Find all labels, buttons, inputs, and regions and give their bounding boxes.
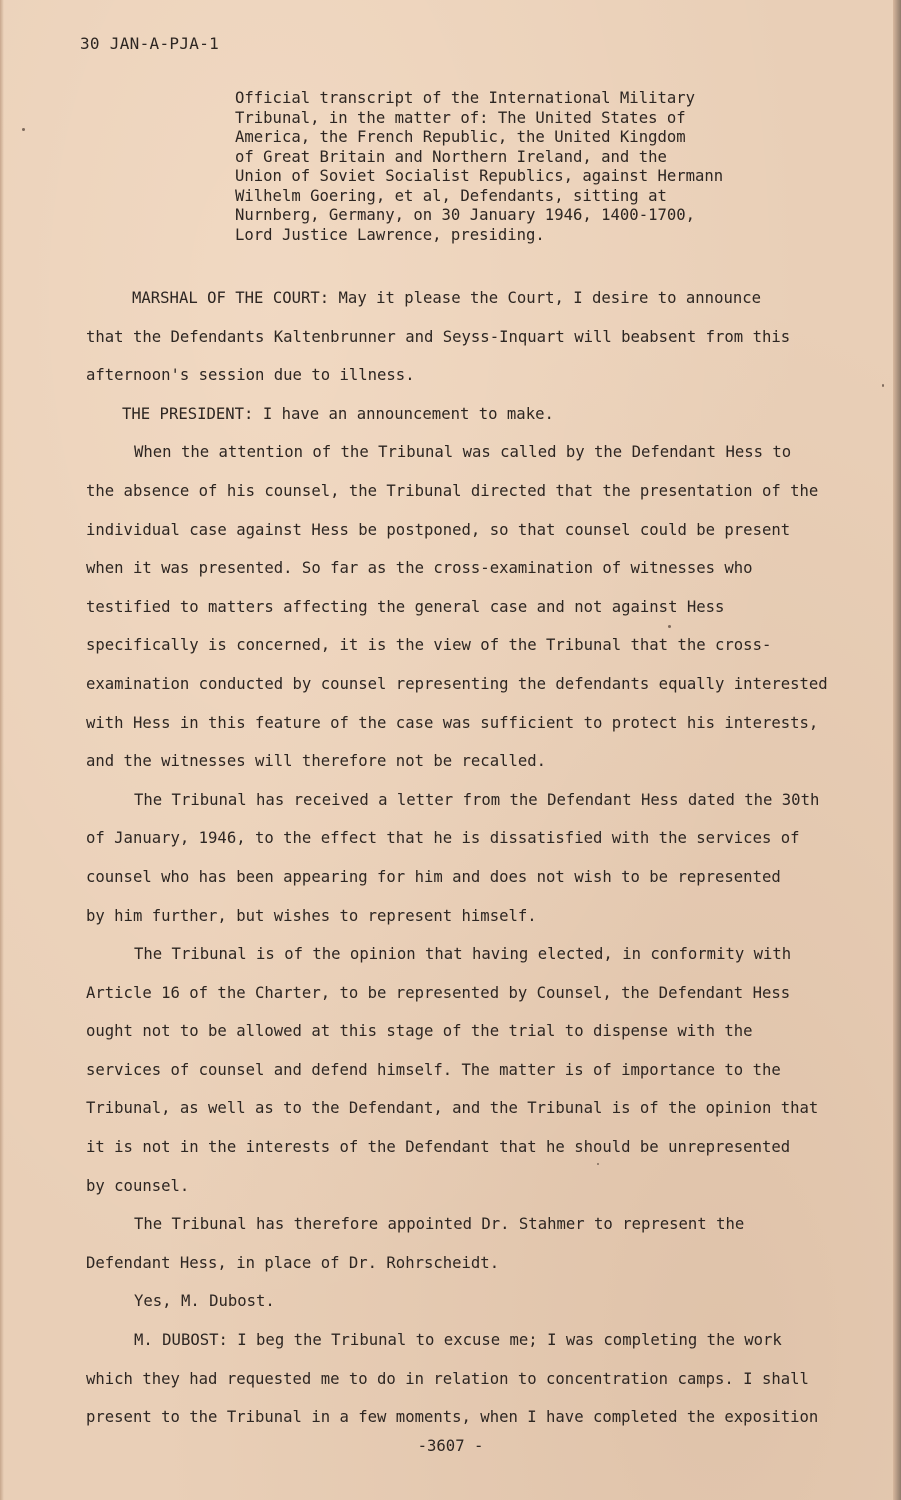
transcript-body <box>86 279 866 1437</box>
header-line: America, the French Republic, the United Kingdom <box>235 128 686 146</box>
body-line: M. DUBOST: I beg the Tribunal to excuse me; I was completing the work <box>134 1331 782 1350</box>
body-line: Article 16 of the Charter, to be represented by Counsel, the Defendant Hess <box>86 983 791 1002</box>
body-line: individual case against Hess be postponed, so that counsel could be present <box>86 520 791 539</box>
header-line: Wilhelm Goering, et al, Defendants, sitting at <box>235 186 667 205</box>
body-line: when it was presented. So far as the cross-examination of witnesses who <box>86 559 753 578</box>
body-line: ought not to be allowed at this stage of the trial to dispense with the <box>86 1022 753 1041</box>
body-line: MARSHAL OF THE COURT: May it please the Court, I desire to announce <box>132 289 762 307</box>
body-line: with Hess in this feature of the case was sufficient to protect his interests, <box>86 713 819 732</box>
page-edge-left <box>0 0 4 1500</box>
header-line: of Great Britain and Northern Ireland, and the <box>235 147 667 166</box>
body-line: counsel who has been appearing for him and does not wish to be represented <box>86 867 781 886</box>
paper-speck <box>22 128 25 131</box>
transcript-header <box>235 89 795 245</box>
body-line: it is not in the interests of the Defendant that he should be unrepresented <box>86 1138 791 1157</box>
body-line: examination conducted by counsel representing the defendants equally interested <box>86 674 828 693</box>
header-line: Nurnberg, Germany, on 30 January 1946, 1400-1700, <box>235 206 696 224</box>
body-line: of January, 1946, to the effect that he is dissatisfied with the services of <box>86 829 800 848</box>
body-line: Yes, M. Dubost. <box>134 1292 275 1311</box>
page-edge-right <box>893 0 901 1500</box>
body-line: which they had requested me to do in relation to concentration camps. I shall <box>86 1369 809 1388</box>
body-line: The Tribunal has therefore appointed Dr. Stahmer to represent the <box>134 1215 745 1234</box>
paper-speck <box>668 625 671 628</box>
body-line: The Tribunal has received a letter from the Defendant Hess dated the 30th <box>134 790 820 809</box>
paper-speck <box>597 1163 599 1165</box>
body-line: When the attention of the Tribunal was called by the Defendant Hess to <box>134 443 792 462</box>
body-line: specifically is concerned, it is the view of the Tribunal that the cross- <box>86 636 772 655</box>
page-number: -3607 - <box>417 1437 484 1455</box>
body-line: that the Defendants Kaltenbrunner and Seyss-Inquart will beabsent from this <box>86 327 791 346</box>
header-line: Tribunal, in the matter of: The United States of <box>235 108 686 127</box>
body-line: by him further, but wishes to represent himself. <box>86 906 537 925</box>
body-line: THE PRESIDENT: I have an announcement to make. <box>122 404 554 423</box>
body-line: Tribunal, as well as to the Defendant, and the Tribunal is of the opinion that <box>86 1099 819 1118</box>
body-line: by counsel. <box>86 1176 190 1195</box>
body-line: The Tribunal is of the opinion that having elected, in conformity with <box>134 945 792 964</box>
header-line: Lord Justice Lawrence, presiding. <box>235 225 545 244</box>
body-line: services of counsel and defend himself. The matter is of importance to the <box>86 1060 781 1079</box>
body-line: Defendant Hess, in place of Dr. Rohrscheidt. <box>86 1253 500 1272</box>
body-line: present to the Tribunal in a few moments, when I have completed the exposition <box>86 1408 819 1427</box>
body-line: afternoon's session due to illness. <box>86 366 415 385</box>
body-line: and the witnesses will therefore not be recalled. <box>86 752 547 771</box>
header-line: Union of Soviet Socialist Republics, against Hermann <box>235 167 724 185</box>
body-line: the absence of his counsel, the Tribunal directed that the presentation of the <box>86 481 819 500</box>
document-id: 30 JAN-A-PJA-1 <box>80 34 220 53</box>
body-line: testified to matters affecting the general case and not against Hess <box>86 597 725 616</box>
paper-speck <box>882 384 884 387</box>
header-line: Official transcript of the International Military <box>235 89 696 107</box>
